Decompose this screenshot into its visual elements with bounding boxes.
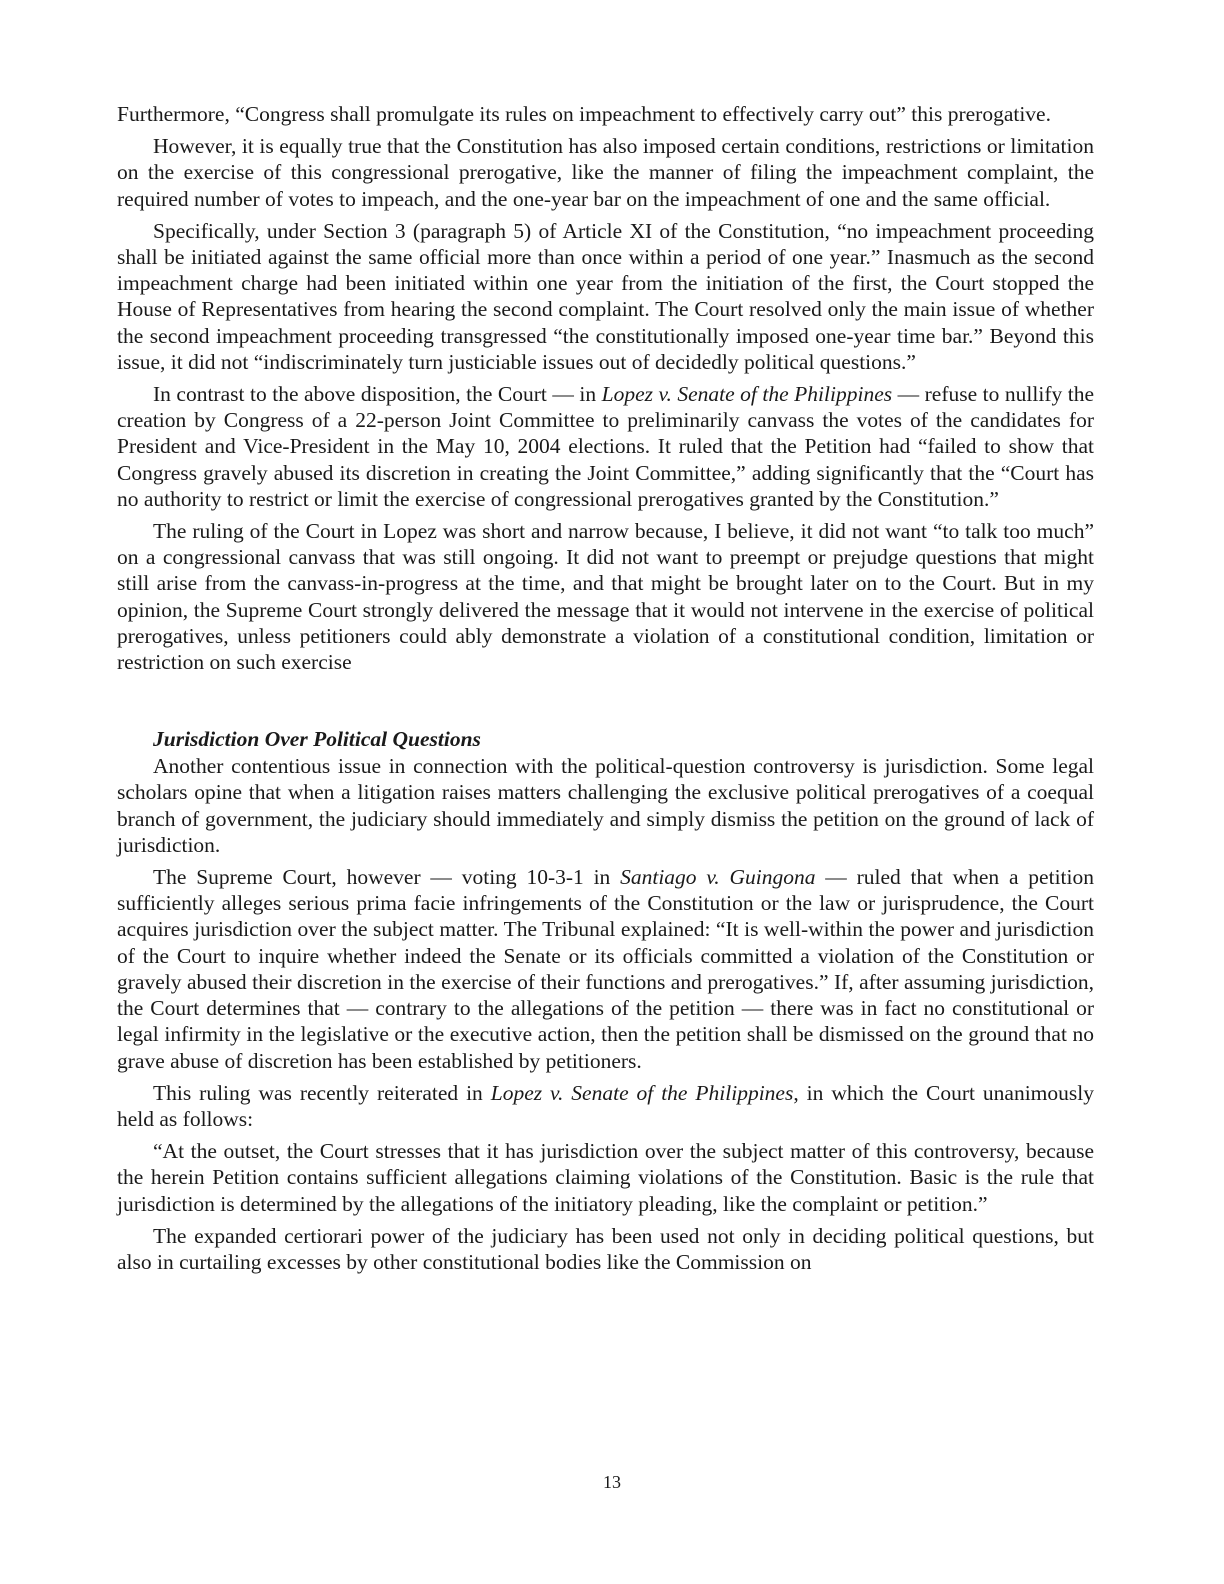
case-citation: Lopez v. Senate of the Philippines bbox=[601, 382, 893, 407]
body-text-section-2 bbox=[117, 753, 1094, 1275]
paragraph-text: This ruling was recently reiterated in bbox=[153, 1080, 491, 1105]
paragraph-text: The expanded certiorari power of the judiciary has been used not only in deciding political questions, but also in curtailing excesses by other constitutional bodies like the Commission on bbox=[117, 1223, 1094, 1274]
paragraph-text: , in which the Court unanimously held as follows: bbox=[117, 1080, 1094, 1131]
paragraph-text: Furthermore, “Congress shall promulgate its rules on impeachment to effectively carry out” this prerogative. bbox=[117, 102, 1051, 126]
paragraph-text: In contrast to the above disposition, the Court — in bbox=[153, 382, 602, 407]
case-citation: Lopez v. Senate of the Philippines bbox=[490, 1080, 794, 1105]
paragraph-text: — ruled that when a petition sufficiently alleges serious prima facie infringements of the Constitution or the law or jurisprudence, the Court acquires jurisdiction over the subject matter. The Tribunal explained: “It is well-within the power and jurisdiction of the Court to inquire whether indeed the Senate or its officials committed a violation of the Constitution or gravely abused their discretion in the exercise of their functions and prerogatives.” If, after assuming jurisdiction, the Court determines that — contrary to the allegations of the petition — there was in fact no constitutional or legal infirmity in the legislative or the executive action, then the petition shall be dismissed on the ground that no grave abuse of discretion has been established by petitioners. bbox=[117, 865, 1094, 1073]
paragraph-text: — refuse to nullify the creation by Congress of a 22-person Joint Committee to preliminarily canvass the votes of the candidates for President and Vice-President in the May 10, 2004 elections. It ruled that the Petition had “failed to show that Congress gravely abused its discretion in creating the Joint Committee,” adding significantly that the “Court has no authority to restrict or limit the exercise of congressional prerogatives granted by the Constitution.” bbox=[117, 382, 1095, 511]
paragraph bbox=[117, 753, 1094, 858]
body-text-section-1 bbox=[117, 101, 1094, 675]
paragraph bbox=[117, 133, 1094, 212]
paragraph-text: Another contentious issue in connection with the political-question controversy is jurisdiction. Some legal scholars opine that when a litigation raises matters challenging the exclusive political prerogatives of a coequal branch of government, the judiciary should immediately and simply dismiss the petition on the ground of lack of jurisdiction. bbox=[117, 754, 1094, 857]
paragraph bbox=[117, 1223, 1094, 1275]
paragraph bbox=[117, 1080, 1094, 1132]
paragraph bbox=[117, 218, 1094, 375]
paragraph-text: The ruling of the Court in Lopez was short and narrow because, I believe, it did not want “to talk too much” on a congressional canvass that was still ongoing. It did not want to preempt or prejudge questions that might still arise from the canvass-in-progress at the time, and that might be brought later on to the Court. But in my opinion, the Supreme Court strongly delivered the message that it would not intervene in the exercise of political prerogatives, unless petitioners could ably demonstrate a violation of a constitutional condition, limitation or restriction on such exercise bbox=[117, 519, 1094, 675]
paragraph bbox=[117, 101, 1094, 127]
paragraph-text: However, it is equally true that the Constitution has also imposed certain conditions, restrictions or limitation on the exercise of this congressional prerogative, like the manner of filing the impeachment complaint, the required number of votes to impeach, and the one-year bar on the impeachment of one and the same official. bbox=[117, 134, 1094, 211]
paragraph bbox=[117, 381, 1094, 512]
case-citation: Santiago v. Guingona bbox=[620, 865, 816, 890]
section-heading: Jurisdiction Over Political Questions bbox=[153, 727, 481, 752]
paragraph bbox=[117, 518, 1094, 675]
paragraph-text: “At the outset, the Court stresses that it has jurisdiction over the subject matter of this controversy, because the herein Petition contains sufficient allegations claiming violations of the Constitution. Basic is the rule that jurisdiction is determined by the allegations of the initiatory pleading, like the complaint or petition.” bbox=[117, 1139, 1094, 1216]
page-number: 13 bbox=[603, 1472, 621, 1492]
paragraph-text: Specifically, under Section 3 (paragraph 5) of Article XI of the Constitution, “no impeachment proceeding shall be initiated against the same official more than once within a period of one year.” Inasmuch as the second impeachment charge had been initiated within one year from the initiation of the first, the Court stopped the House of Representatives from hearing the second complaint. The Court resolved only the main issue of whether the second impeachment proceeding transgressed “the constitutionally imposed one-year time bar.” Beyond this issue, it did not “indiscriminately turn justiciable issues out of decidedly political questions.” bbox=[117, 218, 1094, 374]
document-page bbox=[117, 101, 1094, 1281]
paragraph bbox=[117, 1138, 1094, 1217]
paragraph-text: The Supreme Court, however — voting 10-3-1 in bbox=[153, 865, 621, 890]
paragraph bbox=[117, 864, 1094, 1074]
